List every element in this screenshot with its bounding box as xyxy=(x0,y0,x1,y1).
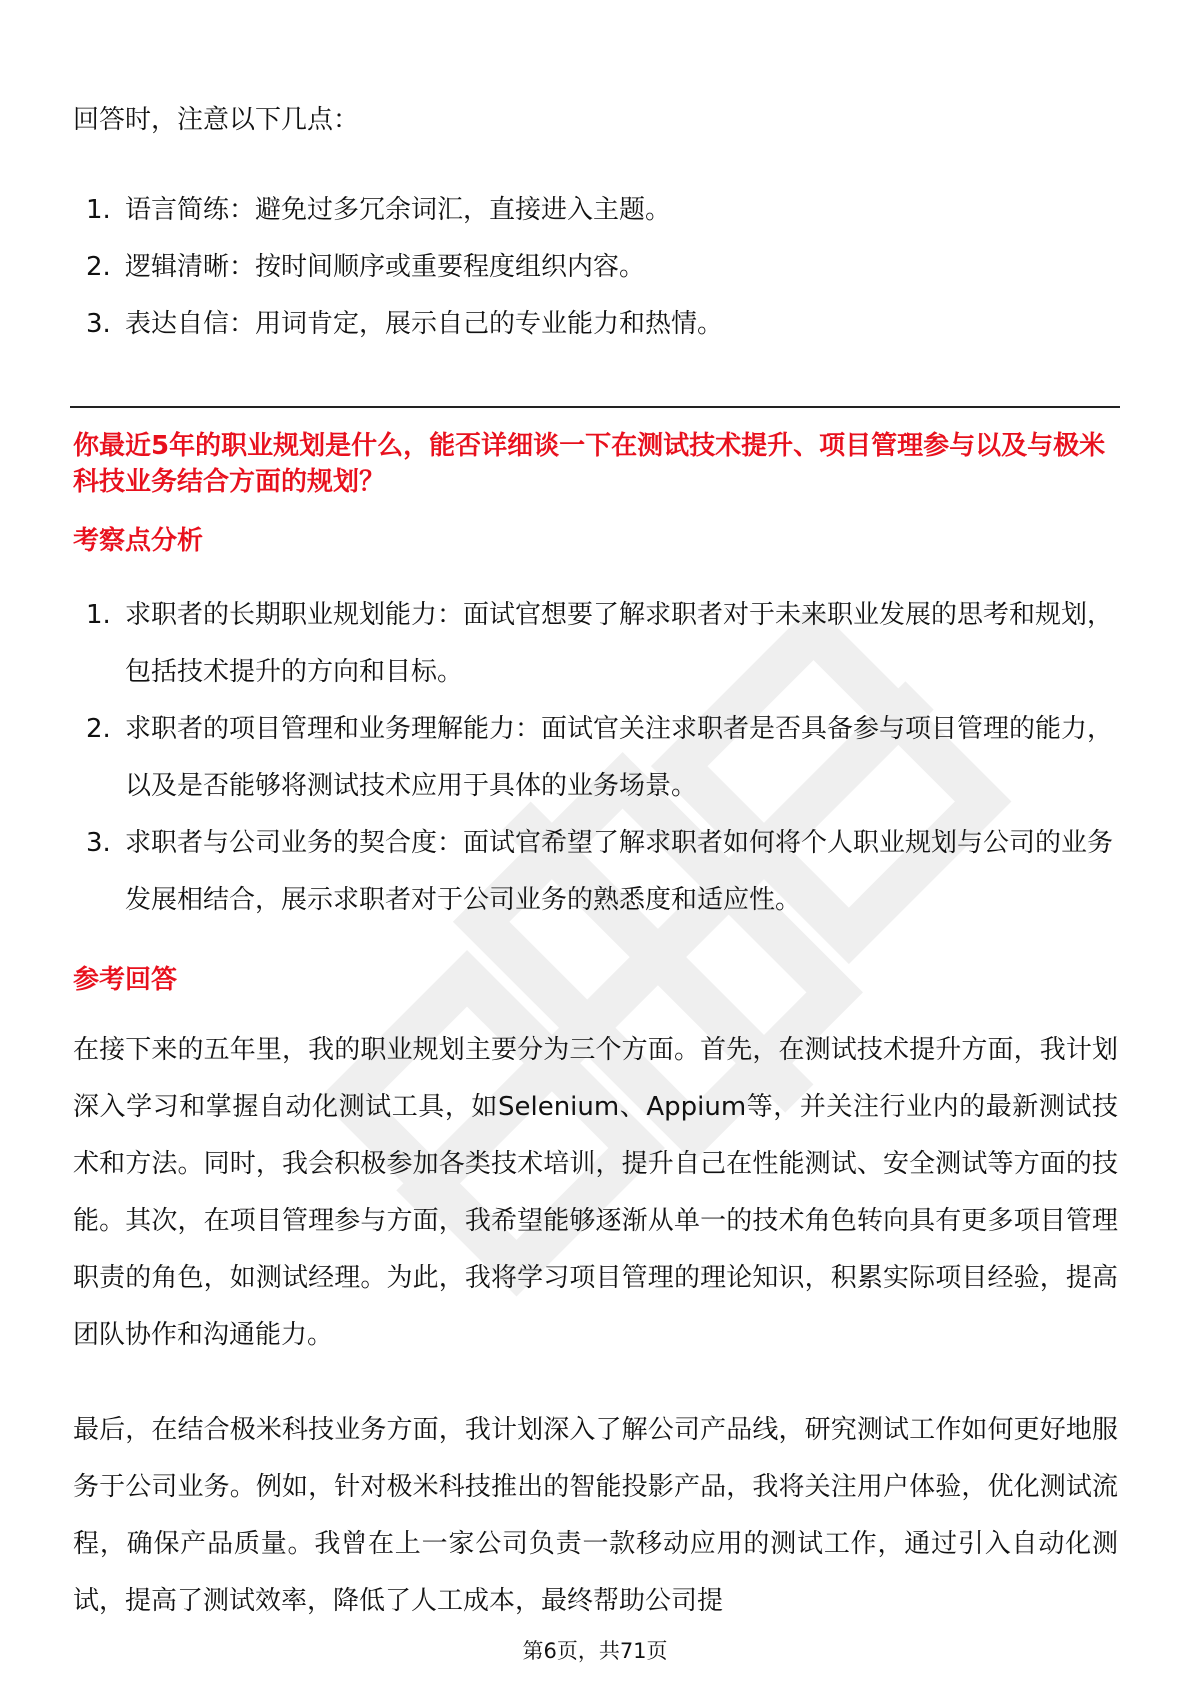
list-item xyxy=(73,239,1113,296)
list-text: 求职者与公司业务的契合度：面试官希望了解求职者如何将个人职业规划与公司的业务发展相结合，展示求职者对于公司业务的熟悉度和适应性。 xyxy=(125,828,1114,915)
list-number: 2. xyxy=(86,714,111,744)
list-number: 3. xyxy=(86,309,111,339)
tips-list xyxy=(73,182,1113,353)
list-item xyxy=(73,182,1113,239)
list-number: 1. xyxy=(86,600,111,630)
section-divider xyxy=(70,406,1120,408)
analysis-list xyxy=(73,587,1113,929)
list-number: 1. xyxy=(86,195,111,225)
list-text: 逻辑清晰：按时间顺序或重要程度组织内容。 xyxy=(125,252,646,282)
analysis-heading: 考察点分析 xyxy=(73,526,204,556)
question-title: 你最近5年的职业规划是什么，能否详细谈一下在测试技术提升、项目管理参与以及与极米科技业务结合方面的规划？ xyxy=(73,431,1106,497)
list-text: 求职者的项目管理和业务理解能力：面试官关注求职者是否具备参与项目管理的能力，以及是否能够将测试技术应用于具体的业务场景。 xyxy=(125,714,1114,801)
list-text: 语言简练：避免过多冗余词汇，直接进入主题。 xyxy=(125,195,672,225)
answer-paragraph: 最后，在结合极米科技业务方面，我计划深入了解公司产品线，研究测试工作如何更好地服务于公司业务。例如，针对极米科技推出的智能投影产品，我将关注用户体验，优化测试流程，确保产品质量。我曾在上一家公司负责一款移动应用的测试工作，通过引入自动化测试，提高了测试效率，降低了人工成本，最终帮助公司提 xyxy=(73,1415,1118,1616)
list-item xyxy=(73,815,1113,929)
list-number: 2. xyxy=(86,252,111,282)
list-text: 求职者的长期职业规划能力：面试官想要了解求职者对于未来职业发展的思考和规划，包括技术提升的方向和目标。 xyxy=(125,600,1114,687)
page-footer: 第6页，共71页 xyxy=(522,1639,668,1663)
list-number: 3. xyxy=(86,828,111,858)
intro-text: 回答时，注意以下几点： xyxy=(73,105,360,135)
answer-paragraph: 在接下来的五年里，我的职业规划主要分为三个方面。首先，在测试技术提升方面，我计划深入学习和掌握自动化测试工具，如Selenium、Appium等，并关注行业内的最新测试技术和方法。同时，我会积极参加各类技术培训，提升自己在性能测试、安全测试等方面的技能。其次，在项目管理参与方面，我希望能够逐渐从单一的技术角色转向具有更多项目管理职责的角色，如测试经理。为此，我将学习项目管理的理论知识，积累实际项目经验，提高团队协作和沟通能力。 xyxy=(73,1035,1118,1350)
list-text: 表达自信：用词肯定，展示自己的专业能力和热情。 xyxy=(125,309,724,339)
answer-heading: 参考回答 xyxy=(73,965,178,995)
list-item xyxy=(73,587,1113,701)
list-item xyxy=(73,701,1113,815)
list-item xyxy=(73,296,1113,353)
